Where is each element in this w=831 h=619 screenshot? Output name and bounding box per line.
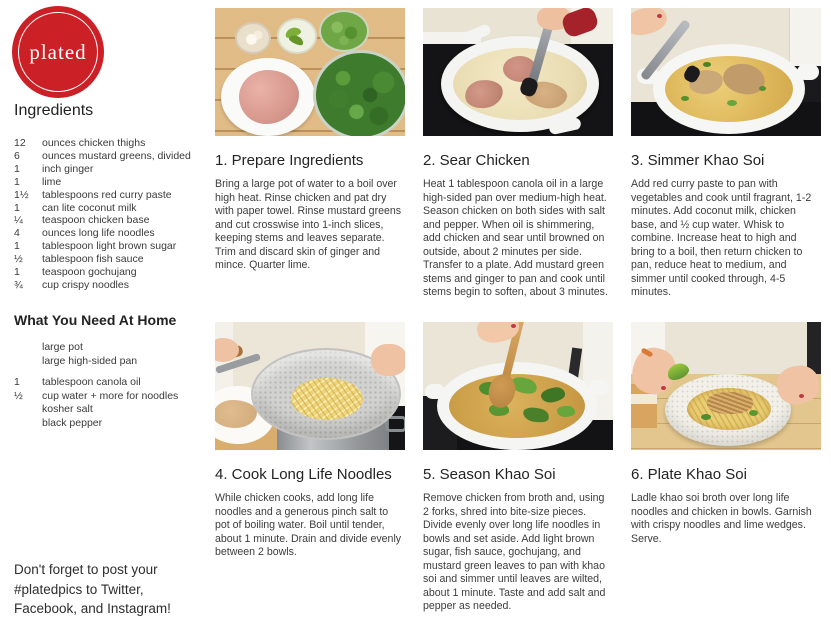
plated-logo <box>12 6 104 98</box>
season-khao-soi-photo <box>423 322 613 450</box>
simmer-khao-soi-photo <box>631 8 821 136</box>
step-card-6 <box>631 322 821 546</box>
sear-chicken-photo <box>423 8 613 136</box>
ingredient-row: 1 can lite coconut milk <box>14 201 137 214</box>
painted-nail <box>799 394 804 398</box>
green-fleck <box>681 96 689 101</box>
crispy-noodles-garnish <box>707 392 753 414</box>
ingredients-list <box>14 137 210 292</box>
mustard-green-leaf <box>557 406 575 417</box>
hand <box>215 338 239 362</box>
logo-ring <box>18 12 98 92</box>
step-card-3 <box>631 8 821 300</box>
step-card-5 <box>423 322 613 614</box>
ingredient-row: 1½ tablespoons red curry paste <box>14 188 172 201</box>
home-item-row: kosher salt <box>42 403 93 416</box>
home-items-pantry <box>14 376 210 430</box>
long-life-noodles <box>291 378 363 420</box>
plate-khao-soi-photo <box>631 322 821 450</box>
step-card-1 <box>215 8 405 273</box>
ingredient-row: 1 inch ginger <box>14 162 94 175</box>
painted-nail <box>661 386 666 390</box>
ingredient-row: 1 teaspoon gochujang <box>14 266 137 279</box>
painted-nail <box>657 14 662 18</box>
ingredients-heading: Ingredients <box>14 102 94 119</box>
home-item-row: 1 tablespoon canola oil <box>14 376 141 388</box>
green-fleck <box>759 86 766 91</box>
green-fleck <box>703 62 711 67</box>
cook-noodles-photo <box>215 322 405 450</box>
social-footer-note: Don't forget to post your #platedpics to Twitter, Facebook, and Instagram! <box>14 562 171 616</box>
ingredient-row: 4 ounces long life noodles <box>14 227 155 240</box>
mustard-greens-bowl <box>313 50 405 136</box>
home-items-equipment <box>14 341 210 368</box>
ingredient-row: 1 lime <box>14 175 62 188</box>
ingredient-row: ½ tablespoon fish sauce <box>14 253 144 266</box>
ingredient-row: ¼ teaspoon chicken base <box>14 214 150 227</box>
step-instructions: Bring a large pot of water to a boil over high heat. Rinse chicken and pat dry with paper towel. Rinse mustard greens and cut crosswise into 1-inch slices, keeping stems and leaves separate. Trim and discard skin of ginger and mince. Quarter lime. <box>215 178 402 271</box>
chopped-greens-bowl <box>319 10 369 52</box>
step-title: 2. Sear Chicken <box>423 152 530 169</box>
step-title: 3. Simmer Khao Soi <box>631 152 765 169</box>
step-instructions: While chicken cooks, add long life noodles and a generous pinch salt to pot of boiling water. Boil until tender, about 1 minute. Drain and divide evenly between 2 bowls. <box>215 492 402 558</box>
home-item-row: ½ cup water + more for noodles <box>14 389 179 402</box>
green-fleck <box>749 410 758 416</box>
green-fleck <box>727 100 737 106</box>
hand <box>371 344 405 376</box>
step-instructions: Ladle khao soi broth over long life noodles and chicken in bowls. Garnish with crispy noodles and lime wedges. Serve. <box>631 492 812 545</box>
ingredient-row: ¾ cup crispy noodles <box>14 278 129 291</box>
step-instructions: Remove chicken from broth and, using 2 forks, shred into bite-size pieces. Divide evenly over long life noodles in bowls and set aside. Add light brown sugar, fish sauce, gochujang, and mustard green leaves to pan with khao soi and simmer until leaves are wilted, about 1 minute. Taste and add salt and pepper as needed. <box>423 492 606 612</box>
home-item-row: large pot <box>42 341 83 353</box>
step-card-4 <box>215 322 405 560</box>
painted-nail <box>511 324 516 328</box>
step-instructions: Add red curry paste to pan with vegetables and cook until fragrant, 1-2 minutes. Add coconut milk, chicken base, and ½ cup water. Whisk to combine. Increase heat to high and bring to a boil, then return chicken to pan, reduce heat to medium, and simmer until cooked through, 4-5 minutes. <box>631 178 812 298</box>
canister-band <box>631 394 657 404</box>
step-title: 1. Prepare Ingredients <box>215 152 364 169</box>
green-fleck <box>701 414 711 420</box>
prep-ingredients-photo <box>215 8 405 136</box>
step-card-2 <box>423 8 613 300</box>
ingredient-row: 12 ounces chicken thighs <box>14 137 146 149</box>
logo-text: plated <box>29 39 87 64</box>
hand <box>631 8 670 39</box>
step-title: 5. Season Khao Soi <box>423 466 556 483</box>
step-title: 6. Plate Khao Soi <box>631 466 747 483</box>
ingredient-row: 1 tablespoon light brown sugar <box>14 240 177 253</box>
ingredient-row: 6 ounces mustard greens, divided <box>14 149 191 162</box>
home-item-row: black pepper <box>42 416 103 429</box>
minced-ginger-bowl <box>235 22 271 54</box>
step-instructions: Heat 1 tablespoon canola oil in a large high-sided pan over medium-high heat. Season chicken on both sides with salt and pepper. When oil is shimmering, add chicken and sear until browned on outside, about 2 minutes per side. Transfer to a plate. Add mustard green stems and ginger to pan and cook until stems begin to soften, about 3 minutes. <box>423 178 608 298</box>
what-you-need-heading: What You Need At Home <box>14 312 177 328</box>
home-item-row: large high-sided pan <box>42 354 138 367</box>
step-title: 4. Cook Long Life Noodles <box>215 466 392 483</box>
